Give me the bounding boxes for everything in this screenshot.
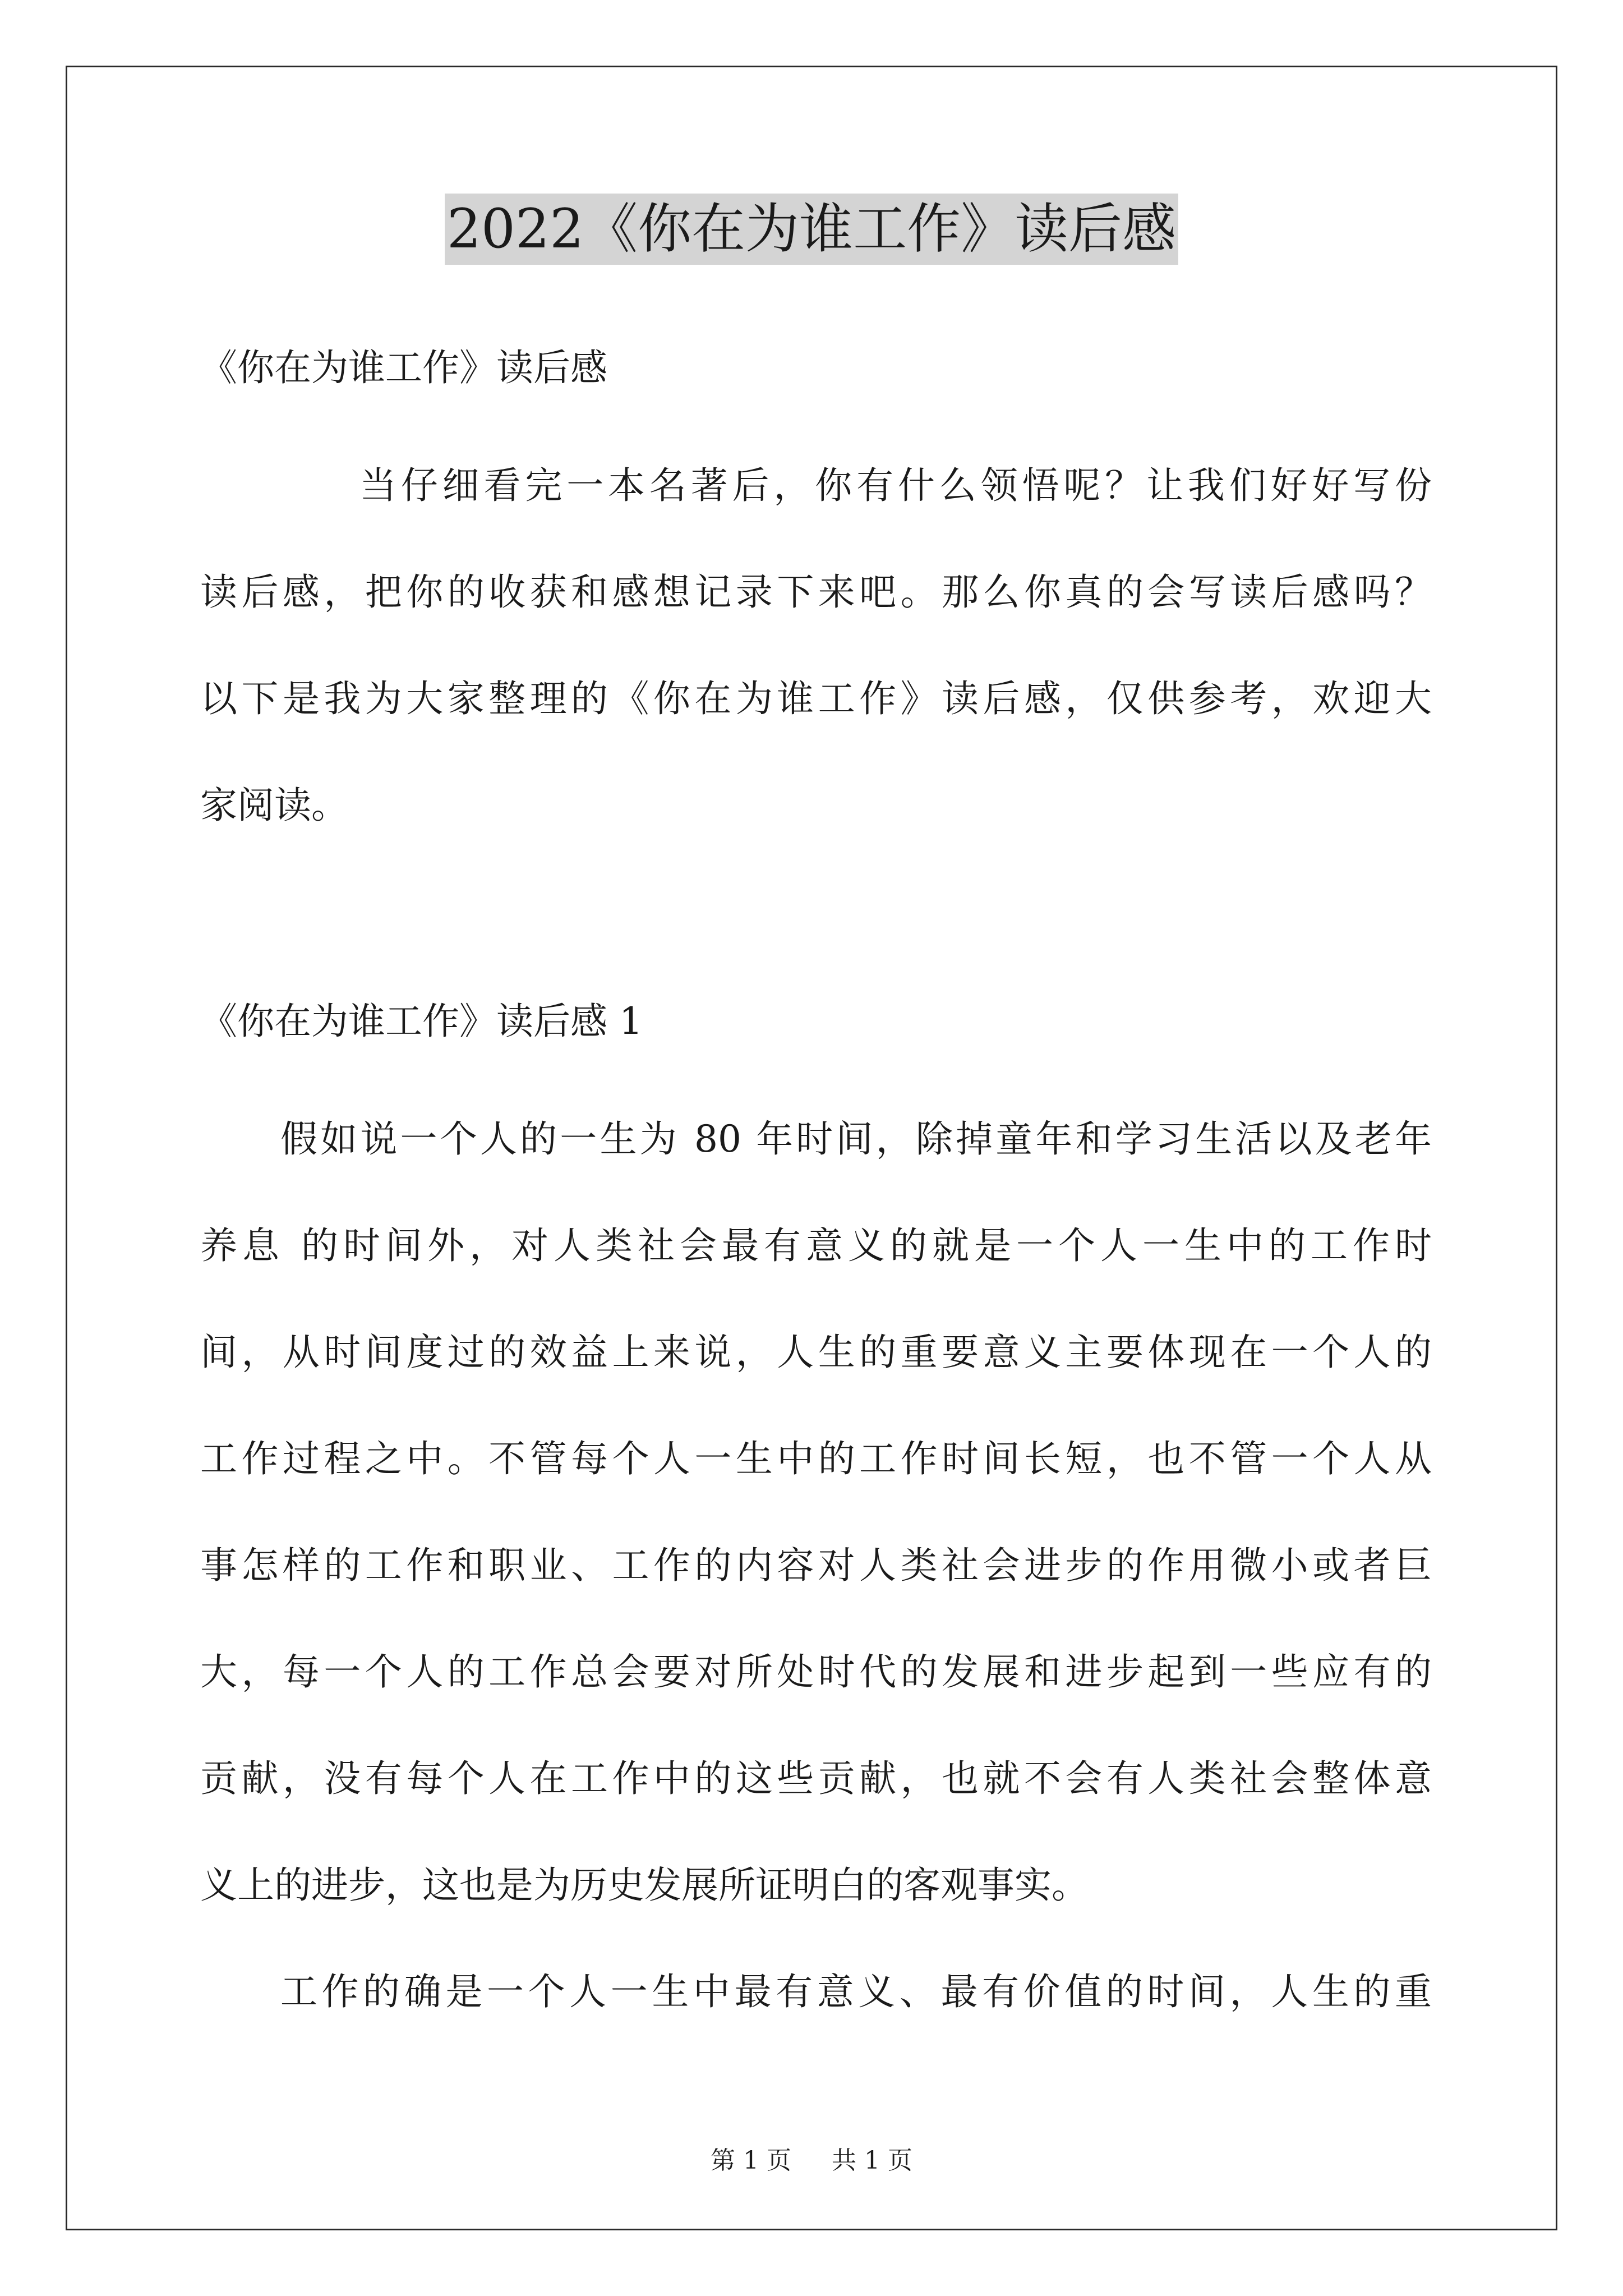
- page-number: 第 1 页: [711, 2146, 791, 2175]
- intro-line: 家阅读。: [200, 784, 348, 827]
- subtitle: 《你在为谁工作》读后感: [200, 346, 607, 389]
- paragraph-line: 义上的进步，这也是为历史发展所证明白的客观事实。: [200, 1864, 1089, 1907]
- title-container: [0, 194, 1623, 265]
- paragraph-line: 事怎样的工作和职业、工作的内容对人类社会进步的作用微小或者巨: [200, 1544, 1432, 1587]
- page-total: 共 1 页: [832, 2146, 912, 2175]
- page-footer: [0, 2140, 1623, 2176]
- paragraph-line: 大，每一个人的工作总会要对所处时代的发展和进步起到一些应有的: [200, 1650, 1432, 1694]
- paragraph-line: 工作的确是一个人一生中最有意义、最有价值的时间，人生的重: [280, 1970, 1432, 2013]
- paragraph-line: 贡献，没有每个人在工作中的这些贡献，也就不会有人类社会整体意: [200, 1757, 1432, 1800]
- paragraph-line: 养息 的时间外，对人类社会最有意义的就是一个人一生中的工作时: [200, 1224, 1432, 1267]
- paragraph-line: 假如说一个人的一生为 80 年时间，除掉童年和学习生活以及老年: [280, 1117, 1432, 1161]
- document-title: 2022《你在为谁工作》读后感: [445, 194, 1178, 265]
- intro-line: 当仔细看完一本名著后，你有什么领悟呢？让我们好好写份: [359, 464, 1432, 507]
- paragraph-line: 间，从时间度过的效益上来说，人生的重要意义主要体现在一个人的: [200, 1331, 1432, 1374]
- section-heading: 《你在为谁工作》读后感 1: [200, 1000, 643, 1043]
- intro-line: 读后感，把你的收获和感想记录下来吧。那么你真的会写读后感吗？: [200, 570, 1432, 614]
- paragraph-line: 工作过程之中。不管每个人一生中的工作时间长短，也不管一个人从: [200, 1437, 1432, 1480]
- intro-line: 以下是我为大家整理的《你在为谁工作》读后感，仅供参考，欢迎大: [200, 677, 1432, 720]
